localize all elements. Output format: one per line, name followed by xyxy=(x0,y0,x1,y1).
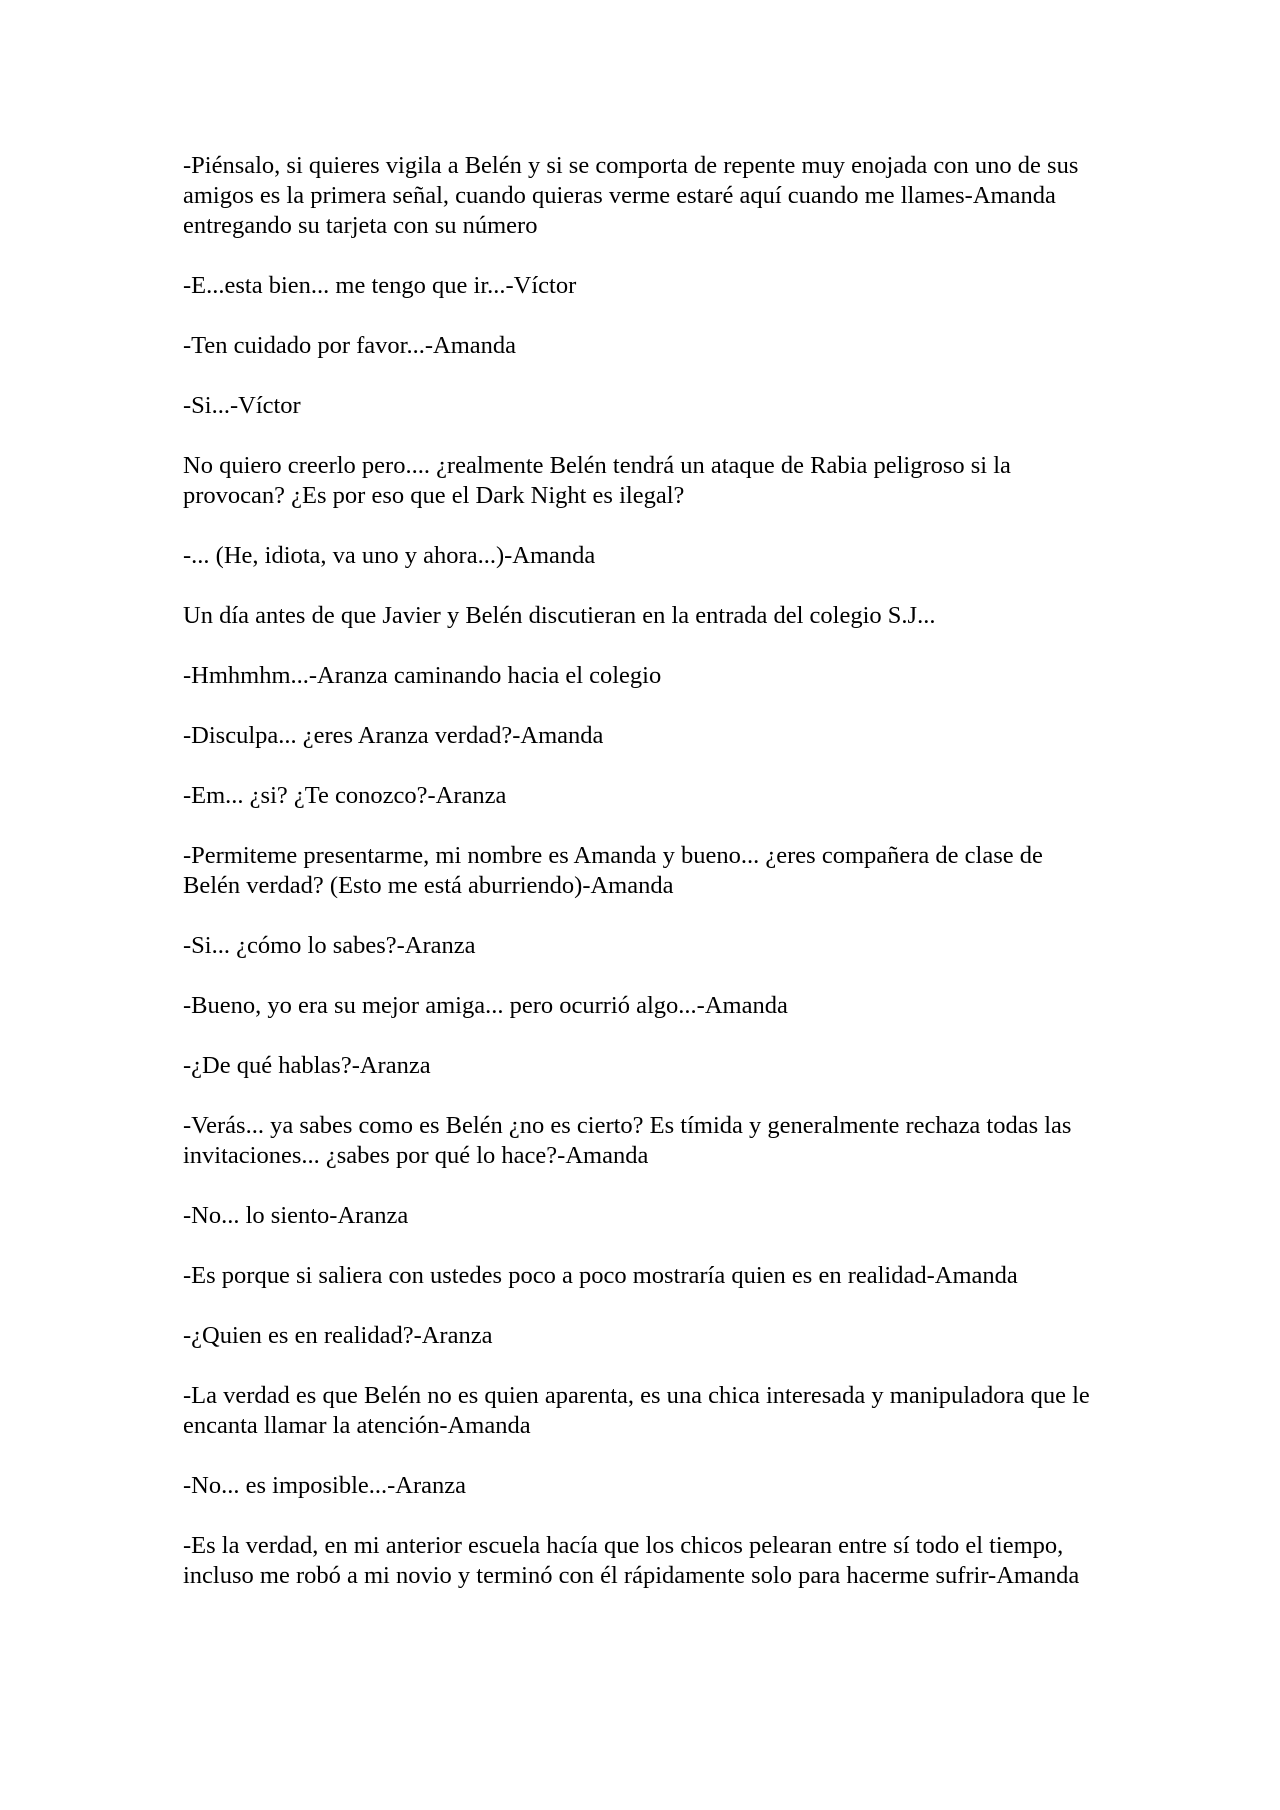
paragraph: No quiero creerlo pero.... ¿realmente Belén tendrá un ataque de Rabia peligroso si la provocan? ¿Es por eso que el Dark Night es ilegal? xyxy=(183,452,1011,509)
paragraph: -Ten cuidado por favor...-Amanda xyxy=(183,332,516,359)
paragraph: -No... es imposible...-Aranza xyxy=(183,1472,467,1499)
paragraph: -Si...-Víctor xyxy=(183,392,301,419)
paragraph: -Em... ¿si? ¿Te conozco?-Aranza xyxy=(183,782,507,809)
paragraph: -Bueno, yo era su mejor amiga... pero ocurrió algo...-Amanda xyxy=(183,992,788,1019)
paragraph: Un día antes de que Javier y Belén discutieran en la entrada del colegio S.J... xyxy=(183,602,936,629)
paragraph: -¿Quien es en realidad?-Aranza xyxy=(183,1322,493,1349)
document-body xyxy=(183,151,1095,1621)
paragraph: -Permiteme presentarme, mi nombre es Amanda y bueno... ¿eres compañera de clase de Belén verdad? (Esto me está aburriendo)-Amanda xyxy=(183,842,1043,899)
paragraph: -E...esta bien... me tengo que ir...-Víctor xyxy=(183,272,577,299)
paragraph: -Si... ¿cómo lo sabes?-Aranza xyxy=(183,932,476,959)
paragraph: -La verdad es que Belén no es quien aparenta, es una chica interesada y manipuladora que le encanta llamar la atención-Amanda xyxy=(183,1382,1090,1439)
paragraph: -Disculpa... ¿eres Aranza verdad?-Amanda xyxy=(183,722,604,749)
paragraph: -Es la verdad, en mi anterior escuela hacía que los chicos pelearan entre sí todo el tiempo, incluso me robó a mi novio y terminó con él rápidamente solo para hacerme sufrir-Amanda xyxy=(183,1532,1080,1589)
paragraph: -No... lo siento-Aranza xyxy=(183,1202,409,1229)
paragraph: -¿De qué hablas?-Aranza xyxy=(183,1052,431,1079)
paragraph: -Es porque si saliera con ustedes poco a poco mostraría quien es en realidad-Amanda xyxy=(183,1262,1018,1289)
paragraph: -Piénsalo, si quieres vigila a Belén y si se comporta de repente muy enojada con uno de sus amigos es la primera señal, cuando quieras verme estaré aquí cuando me llames-Amanda entregando su tarjeta con su número xyxy=(183,152,1079,239)
paragraph: -... (He, idiota, va uno y ahora...)-Amanda xyxy=(183,542,596,569)
paragraph: -Verás... ya sabes como es Belén ¿no es cierto? Es tímida y generalmente rechaza todas las invitaciones... ¿sabes por qué lo hace?-Amanda xyxy=(183,1112,1072,1169)
paragraph: -Hmhmhm...-Aranza caminando hacia el colegio xyxy=(183,662,662,689)
